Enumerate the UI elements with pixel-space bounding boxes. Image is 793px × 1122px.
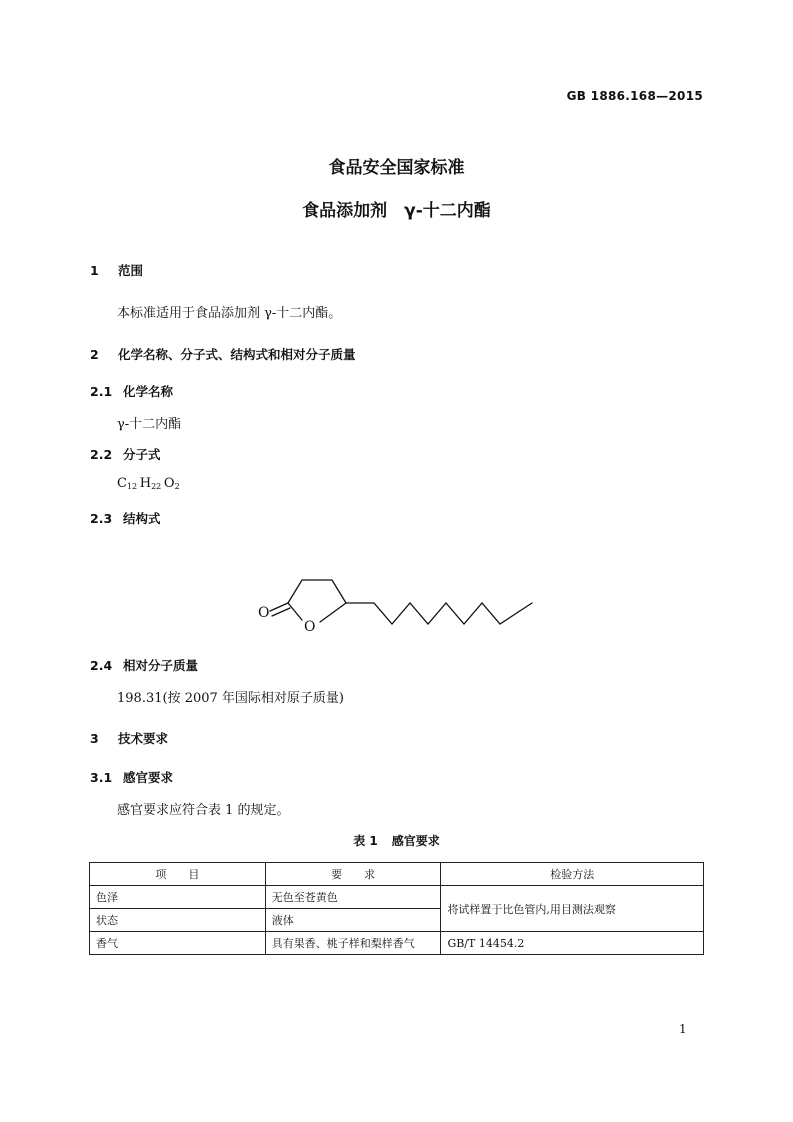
section-number: 1	[90, 263, 99, 278]
section-number: 2.3	[90, 511, 113, 526]
molecular-formula: $C_{12}$ $H_{22}$ $O_2$	[117, 476, 180, 491]
table-cell-item: 状态	[90, 909, 266, 932]
section-number: 2.2	[90, 447, 113, 462]
table-cell-method: GB/T 14454.2	[441, 932, 704, 955]
section-title: 结构式	[123, 511, 161, 526]
table-header-item: 项 目	[90, 863, 266, 886]
section-number: 3.1	[90, 770, 113, 785]
table-cell-requirement: 无色至苍黄色	[265, 886, 441, 909]
section-2-4-heading	[90, 656, 198, 674]
section-number: 2.4	[90, 658, 113, 673]
section-3-heading	[90, 729, 168, 747]
section-title: 相对分子质量	[123, 658, 199, 673]
table-cell-requirement: 液体	[265, 909, 441, 932]
ring-carbon-bonds	[288, 580, 346, 603]
structural-formula	[252, 560, 542, 645]
section-number: 3	[90, 731, 99, 746]
section-2-heading	[90, 345, 356, 363]
section-3-1-heading	[90, 768, 173, 786]
section-title: 分子式	[123, 447, 161, 462]
document-subtitle: 食品添加剂 γ-十二内酯	[302, 201, 491, 221]
section-number: 2.1	[90, 384, 113, 399]
section-1-heading	[90, 261, 143, 279]
standard-code: GB 1886.168—2015	[566, 89, 703, 103]
ring-oxygen: O	[304, 619, 316, 635]
table-header-method: 检验方法	[441, 863, 704, 886]
ring-bond-c-o	[288, 603, 302, 620]
section-title: 化学名称	[123, 384, 174, 399]
section-title: 范围	[118, 263, 144, 278]
chemical-name: γ-十二内酯	[117, 417, 182, 432]
molecular-mass: 198.31(按 2007 年国际相对原子质量)	[117, 691, 344, 706]
octyl-chain	[346, 603, 532, 624]
section-1-text: 本标准适用于食品添加剂 γ-十二内酯。	[117, 306, 342, 321]
table-cell-method: 将试样置于比色管内,用目测法观察	[441, 886, 704, 932]
table-header-requirement: 要 求	[265, 863, 441, 886]
document-title: 食品安全国家标准	[328, 158, 465, 178]
section-2-2-heading	[90, 445, 161, 463]
section-2-1-heading	[90, 382, 173, 400]
table-header-row	[90, 863, 704, 886]
table-row	[90, 886, 704, 909]
table-cell-requirement: 具有果香、桃子样和梨样香气	[265, 932, 441, 955]
section-title: 技术要求	[118, 731, 169, 746]
page-number: 1	[679, 1022, 687, 1036]
section-title: 感官要求	[123, 770, 174, 785]
section-2-3-heading	[90, 509, 161, 527]
table-cell-item: 色泽	[90, 886, 266, 909]
table-caption-number: 表 1	[353, 834, 378, 848]
section-number: 2	[90, 347, 99, 362]
carbonyl-oxygen: O	[258, 605, 270, 621]
table-cell-item: 香气	[90, 932, 266, 955]
table-row	[90, 932, 704, 955]
ring-bond-o-c	[320, 603, 346, 622]
section-title: 化学名称、分子式、结构式和相对分子质量	[118, 347, 356, 362]
table-caption-title: 感官要求	[391, 834, 440, 848]
sensory-requirements-table	[89, 862, 704, 955]
table-caption	[0, 832, 793, 849]
section-3-1-text: 感官要求应符合表 1 的规定。	[117, 803, 290, 818]
